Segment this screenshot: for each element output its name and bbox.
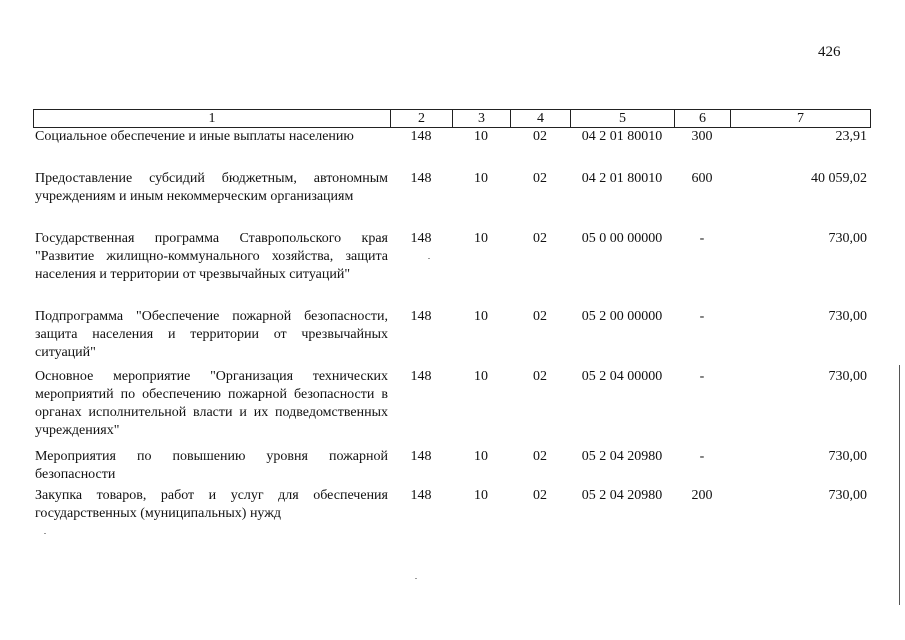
row-code-3: 10 [474, 449, 488, 464]
header-col-7: 7 [731, 110, 871, 128]
row-sum: 730,00 [828, 369, 867, 384]
scan-speck [428, 258, 430, 259]
row-code-5: 04 2 01 80010 [581, 171, 663, 186]
row-code-6: - [699, 369, 705, 384]
row-code-6: - [699, 231, 705, 246]
row-code-3: 10 [474, 369, 488, 384]
row-code-6: 200 [691, 488, 713, 503]
row-code-2: 148 [410, 369, 432, 384]
row-code-3: 10 [474, 488, 488, 503]
table-row [33, 128, 870, 170]
row-sum: 40 059,02 [811, 171, 867, 186]
header-col-1: 1 [34, 110, 391, 128]
row-code-4: 02 [533, 449, 547, 464]
header-col-2: 2 [391, 110, 453, 128]
header-col-3: 3 [453, 110, 511, 128]
row-code-3: 10 [474, 309, 488, 324]
table-row [33, 487, 870, 527]
row-code-2: 148 [410, 171, 432, 186]
row-code-2: 148 [410, 309, 432, 324]
row-name: Закупка товаров, работ и услуг для обеспечения государственных (муниципальных) нужд [35, 488, 388, 521]
row-code-3: 10 [474, 129, 488, 144]
row-sum: 730,00 [828, 309, 867, 324]
scan-speck [415, 578, 417, 579]
row-code-4: 02 [533, 171, 547, 186]
row-code-2: 148 [410, 231, 432, 246]
scan-edge-line [899, 365, 900, 605]
row-sum: 730,00 [828, 449, 867, 464]
header-col-4: 4 [511, 110, 571, 128]
header-col-6: 6 [675, 110, 731, 128]
row-code-6: - [699, 449, 705, 464]
row-code-4: 02 [533, 488, 547, 503]
table-row [33, 230, 870, 308]
row-name: Государственная программа Ставропольского края "Развитие жилищно-коммунального хозяйства, защита населения и территории от чрезвычайных ситуаций" [35, 231, 388, 282]
row-sum: 23,91 [835, 129, 867, 144]
row-code-6: 600 [691, 171, 713, 186]
row-code-4: 02 [533, 309, 547, 324]
row-code-3: 10 [474, 231, 488, 246]
row-code-2: 148 [410, 129, 432, 144]
row-sum: 730,00 [828, 231, 867, 246]
header-col-5: 5 [571, 110, 675, 128]
row-code-3: 10 [474, 171, 488, 186]
row-code-5: 05 2 04 20980 [581, 488, 663, 503]
row-code-5: 05 2 00 00000 [581, 309, 663, 324]
row-name: Предоставление субсидий бюджетным, автономным учреждениям и иным некоммерческим организациям [35, 171, 388, 204]
row-name: Социальное обеспечение и иные выплаты населению [35, 129, 354, 144]
table-row [33, 448, 870, 487]
row-code-4: 02 [533, 129, 547, 144]
row-code-6: - [699, 309, 705, 324]
table-row [33, 170, 870, 230]
row-code-6: 300 [691, 129, 713, 144]
row-code-2: 148 [410, 488, 432, 503]
budget-table [33, 128, 870, 527]
row-code-5: 05 0 00 00000 [581, 231, 663, 246]
row-code-5: 04 2 01 80010 [581, 129, 663, 144]
scan-speck [44, 533, 46, 534]
table-row [33, 308, 870, 368]
page-number: 426 [818, 44, 841, 60]
row-code-5: 05 2 04 20980 [581, 449, 663, 464]
row-code-2: 148 [410, 449, 432, 464]
row-code-4: 02 [533, 231, 547, 246]
row-name: Основное мероприятие "Организация технических мероприятий по обеспечению пожарной безопасности в органах исполнительной власти и их подведомственных учреждениях" [35, 369, 388, 438]
row-sum: 730,00 [828, 488, 867, 503]
row-code-5: 05 2 04 00000 [581, 369, 663, 384]
table-header [33, 109, 871, 128]
row-code-4: 02 [533, 369, 547, 384]
row-name: Мероприятия по повышению уровня пожарной безопасности [35, 449, 388, 482]
row-name: Подпрограмма "Обеспечение пожарной безопасности, защита населения и территории от чрезвычайных ситуаций" [35, 309, 388, 360]
table-row [33, 368, 870, 448]
